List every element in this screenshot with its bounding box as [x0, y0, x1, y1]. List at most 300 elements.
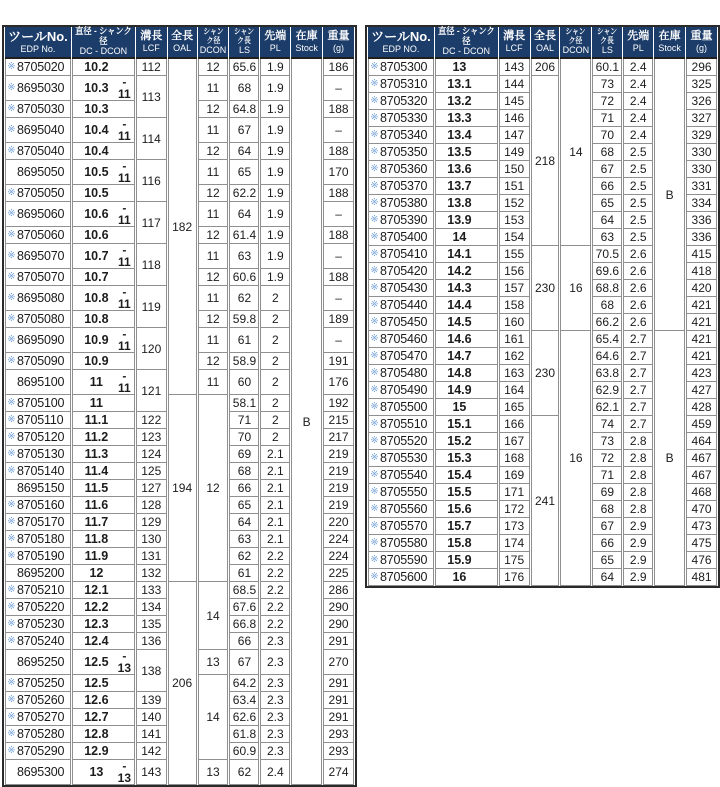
diameter-cell: [435, 416, 498, 433]
diameter-cell: [72, 514, 135, 531]
shank-length-cell: [592, 433, 622, 450]
diameter-cell: [435, 59, 498, 76]
flute-length-cell: [499, 59, 530, 76]
diameter-cell: [435, 93, 498, 110]
shank-length-value: 65: [237, 498, 252, 512]
shank-length-value: 67: [600, 162, 615, 176]
shank-diameter-cell: [198, 76, 229, 101]
reference-mark-icon: ※: [7, 448, 16, 459]
diameter-content: [73, 584, 134, 597]
shank-length-value: 67.6: [232, 600, 257, 614]
edp-content: [369, 367, 433, 380]
reference-mark-icon: ※: [7, 208, 16, 219]
shank-length-value: 72: [600, 451, 615, 465]
shank-length-value: 68.8: [595, 281, 620, 295]
edp-content: [6, 465, 70, 478]
weight-value: 473: [691, 519, 712, 533]
reference-mark-icon: ※: [7, 103, 16, 114]
shank-length-cell: [229, 59, 259, 76]
edp-number-cell: [368, 212, 434, 229]
edp-content: [369, 180, 433, 193]
point-length-value: 1.9: [266, 123, 284, 137]
diameter-content: [73, 694, 134, 707]
edp-number-cell: [5, 726, 71, 743]
shank-length-cell: [229, 227, 259, 244]
diameter-value: 15.9: [447, 552, 472, 567]
point-length-value: 2.1: [266, 498, 284, 512]
point-length-value: 2.6: [629, 315, 647, 329]
diameter-value: 11.6: [84, 497, 109, 512]
edp-number: 8705560: [380, 501, 428, 516]
edp-number-cell: [5, 353, 71, 370]
edp-content: [369, 435, 433, 448]
weight-cell: [323, 395, 354, 412]
weight-value: 224: [328, 532, 349, 546]
drill-spec-table-left-panel: [2, 25, 357, 787]
edp-content: [6, 584, 70, 597]
table-row: [368, 59, 717, 76]
shank-diameter-cell: [198, 244, 229, 269]
flute-length-cell: [499, 518, 530, 535]
diameter-value: 12.5: [84, 654, 109, 669]
weight-value: 219: [328, 464, 349, 478]
weight-value: 459: [691, 417, 712, 431]
point-length-cell: [623, 535, 653, 552]
shank-length-cell: [229, 202, 259, 227]
diameter-cell: [72, 675, 135, 692]
diameter-content: [73, 482, 134, 495]
diameter-value: 15.2: [447, 433, 472, 448]
edp-content: [369, 401, 433, 414]
reference-mark-icon: ※: [370, 146, 379, 157]
shank-length-cell: [592, 399, 622, 416]
flute-length-value: 153: [504, 213, 525, 227]
diameter-content: [73, 187, 134, 200]
point-length-cell: [623, 195, 653, 212]
shank-length-cell: [229, 353, 259, 370]
edp-number: 8705260: [17, 692, 65, 707]
edp-number-cell: [368, 314, 434, 331]
point-length-cell: [260, 463, 290, 480]
point-length-value: 2.3: [266, 710, 284, 724]
diameter-value: 12.3: [84, 616, 109, 631]
edp-number: 8705170: [17, 514, 65, 529]
header-label-en: DC - DCON: [79, 46, 128, 57]
edp-content: [6, 766, 70, 779]
overall-length-cell: [168, 59, 197, 395]
weight-cell: [686, 518, 717, 535]
edp-number-cell: [368, 416, 434, 433]
edp-content: [6, 618, 70, 631]
shank-length-value: 67: [237, 655, 252, 669]
shank-length-value: 60.1: [595, 60, 620, 74]
point-length-cell: [623, 484, 653, 501]
diameter-cell: [72, 760, 135, 785]
header-label-jp: シャンク径: [565, 27, 587, 45]
shank-diameter-cell: [198, 101, 229, 118]
header-label-jp: 在庫: [658, 30, 681, 42]
diameter-value: 14.7: [447, 348, 472, 363]
diameter-cell: [72, 633, 135, 650]
shank-length-value: 64.2: [232, 676, 257, 690]
shank-length-cell: [229, 548, 259, 565]
diameter-content: [436, 248, 497, 261]
flute-length-value: 116: [141, 173, 161, 188]
column-header-tool-no: [368, 27, 434, 59]
weight-cell: [686, 535, 717, 552]
diameter-cell: [72, 548, 135, 565]
shank-length-cell: [229, 101, 259, 118]
reference-mark-icon: ※: [370, 316, 379, 327]
edp-number-cell: [368, 365, 434, 382]
edp-number: 8705230: [17, 616, 65, 631]
shank-length-cell: [592, 76, 622, 93]
flute-length-value: 150: [504, 162, 525, 176]
edp-content: [369, 265, 433, 278]
diameter-cell: [435, 450, 498, 467]
shank-length-value: 66.8: [232, 617, 257, 631]
weight-value: 421: [691, 298, 712, 312]
edp-content: [6, 601, 70, 614]
column-header-dcon: [198, 27, 229, 59]
reference-mark-icon: ※: [7, 499, 16, 510]
edp-content: [6, 745, 70, 758]
reference-mark-icon: ※: [7, 313, 16, 324]
weight-value: 217: [328, 430, 349, 444]
diameter-value: 14.5: [447, 314, 472, 329]
shank-diameter-value: 13: [206, 765, 220, 779]
flute-length-value: 136: [141, 634, 162, 648]
shank-length-cell: [229, 633, 259, 650]
diameter-cell: [72, 118, 135, 143]
point-length-value: 2.8: [629, 451, 647, 465]
diameter-value: 13.1: [447, 76, 472, 91]
weight-value: 336: [691, 213, 712, 227]
flute-length-cell: [136, 286, 167, 328]
edp-number: 8705470: [380, 348, 428, 363]
point-length-value: 2: [271, 291, 279, 305]
flute-length-value: 166: [504, 417, 525, 431]
point-length-cell: [623, 348, 653, 365]
shank-length-value: 62.9: [595, 383, 620, 397]
point-length-value: 2.8: [629, 502, 647, 516]
point-length-cell: [623, 518, 653, 535]
weight-cell: [323, 412, 354, 429]
weight-value: 215: [328, 413, 349, 427]
diameter-content: [73, 103, 134, 116]
header-label-en: DCON: [562, 45, 590, 56]
edp-number: 8705300: [380, 59, 428, 74]
point-length-cell: [623, 467, 653, 484]
edp-content: [6, 187, 70, 200]
diameter-cell: [72, 370, 135, 395]
edp-number-cell: [5, 269, 71, 286]
shank-diameter-cell: [198, 760, 229, 785]
diameter-value: 15.8: [447, 535, 472, 550]
edp-content: [369, 554, 433, 567]
flute-length-value: 140: [141, 710, 162, 724]
shank-length-value: 62: [237, 765, 252, 779]
shank-length-cell: [592, 484, 622, 501]
edp-number-cell: [5, 633, 71, 650]
edp-number: 8695060: [17, 206, 65, 221]
point-length-value: 1.9: [266, 228, 284, 242]
column-header-stock: [291, 27, 322, 59]
point-length-value: 2.5: [629, 196, 647, 210]
flute-length-value: 157: [504, 281, 525, 295]
flute-length-cell: [136, 480, 167, 497]
weight-value: 331: [691, 179, 712, 193]
point-length-value: 2.2: [266, 617, 284, 631]
weight-value: 330: [691, 145, 712, 159]
weight-value: 270: [328, 655, 349, 669]
edp-number: 8705330: [380, 110, 428, 125]
shank-diameter-value: 13: [206, 655, 220, 669]
header-label-en: OAL: [535, 42, 554, 53]
edp-number-cell: [368, 93, 434, 110]
reference-mark-icon: ※: [7, 711, 16, 722]
reference-mark-icon: ※: [370, 435, 379, 446]
reference-mark-icon: ※: [370, 418, 379, 429]
weight-cell: [686, 416, 717, 433]
weight-cell: [323, 311, 354, 328]
diameter-value: 10.7: [84, 269, 109, 284]
flute-length-value: 123: [141, 430, 162, 444]
shank-length-cell: [229, 328, 259, 353]
diameter-content: [73, 61, 134, 74]
diameter-content: [73, 711, 134, 724]
diameter-value: 12.6: [84, 692, 109, 707]
diameter-content: [436, 197, 497, 210]
flute-length-value: 172: [504, 502, 525, 516]
edp-number: 8705080: [17, 311, 65, 326]
weight-value: 481: [691, 570, 712, 584]
edp-number: 8705480: [380, 365, 428, 380]
diameter-cell: [72, 160, 135, 185]
shank-length-value: 69: [237, 447, 252, 461]
edp-content: [6, 656, 70, 669]
point-length-value: 2.3: [266, 676, 284, 690]
edp-content: [369, 571, 433, 584]
shank-length-cell: [229, 565, 259, 582]
flute-length-cell: [499, 246, 530, 263]
diameter-content: [436, 265, 497, 278]
flute-length-cell: [499, 467, 530, 484]
diameter-content: [73, 397, 134, 410]
shank-length-value: 66: [237, 481, 252, 495]
shank-length-cell: [229, 480, 259, 497]
reference-mark-icon: ※: [370, 129, 379, 140]
flute-length-cell: [136, 412, 167, 429]
shank-length-cell: [229, 760, 259, 785]
header-label-en: LCF: [505, 42, 523, 53]
diameter-content: [73, 760, 134, 784]
diameter-value: 10.8: [84, 311, 109, 326]
reference-mark-icon: ※: [7, 124, 16, 135]
point-length-value: 2.6: [629, 298, 647, 312]
reference-mark-icon: ※: [7, 618, 16, 629]
shank-diameter-value: 12: [206, 270, 220, 284]
point-length-value: 2.7: [629, 400, 647, 414]
weight-cell: [323, 709, 354, 726]
header-row: [368, 27, 717, 59]
diameter-cell: [72, 244, 135, 269]
flute-length-cell: [499, 433, 530, 450]
edp-number: 8705280: [17, 726, 65, 741]
point-length-value: 2.8: [629, 468, 647, 482]
column-header-weight: [686, 27, 717, 59]
reference-mark-icon: ※: [370, 197, 379, 208]
overall-length-cell: [531, 416, 560, 586]
diameter-content: [436, 435, 497, 448]
shank-length-value: 73: [600, 434, 615, 448]
point-length-value: 2.8: [629, 485, 647, 499]
shank-length-cell: [592, 518, 622, 535]
shank-length-value: 68: [237, 464, 252, 478]
diameter-content: [73, 516, 134, 529]
shank-length-value: 59.8: [232, 312, 257, 326]
point-length-cell: [623, 297, 653, 314]
shank-length-cell: [592, 501, 622, 518]
flute-length-cell: [136, 650, 167, 692]
edp-content: [369, 452, 433, 465]
point-length-cell: [623, 127, 653, 144]
reference-mark-icon: ※: [370, 112, 379, 123]
diameter-value: 13: [89, 764, 104, 779]
edp-content: [6, 694, 70, 707]
edp-number-cell: [5, 514, 71, 531]
edp-number-cell: [368, 501, 434, 518]
shank-diameter-value: 14: [206, 710, 220, 724]
shank-length-value: 68: [237, 81, 252, 95]
edp-number: 8705050: [17, 185, 65, 200]
overall-length-value: 194: [172, 481, 193, 495]
shank-length-cell: [592, 314, 622, 331]
flute-length-value: 156: [504, 264, 525, 278]
edp-number-cell: [368, 399, 434, 416]
diameter-content: [73, 355, 134, 368]
edp-number: 8705320: [380, 93, 428, 108]
edp-number: 8695080: [17, 290, 65, 305]
edp-number: 8705110: [17, 412, 64, 427]
weight-cell: [323, 101, 354, 118]
diameter-content: [436, 95, 497, 108]
shank-length-cell: [229, 463, 259, 480]
flute-length-cell: [499, 450, 530, 467]
shank-length-cell: [229, 514, 259, 531]
weight-value: 421: [691, 315, 712, 329]
edp-number: 8705520: [380, 433, 428, 448]
flute-length-cell: [136, 743, 167, 760]
weight-value: 225: [328, 566, 349, 580]
reference-mark-icon: ※: [370, 469, 379, 480]
point-length-cell: [260, 709, 290, 726]
shank-length-cell: [592, 280, 622, 297]
weight-cell: [323, 675, 354, 692]
point-length-cell: [260, 370, 290, 395]
edp-number: 8695050: [17, 164, 65, 179]
shank-length-value: 63.4: [232, 693, 257, 707]
edp-number-cell: [5, 480, 71, 497]
shank-diameter-value: 14: [206, 608, 220, 623]
edp-content: [6, 550, 70, 563]
flute-length-cell: [499, 569, 530, 586]
flute-length-cell: [499, 280, 530, 297]
drill-spec-table-left: [4, 27, 355, 785]
weight-value: 188: [328, 228, 349, 242]
flute-length-cell: [136, 599, 167, 616]
diameter-value: 14.1: [447, 246, 472, 261]
edp-number-cell: [368, 59, 434, 76]
shank-length-cell: [592, 467, 622, 484]
point-length-value: 1.9: [266, 81, 284, 95]
point-length-value: 2: [271, 396, 279, 410]
weight-cell: [686, 59, 717, 76]
weight-value: 192: [328, 396, 349, 410]
diameter-cell: [72, 497, 135, 514]
edp-number-cell: [5, 429, 71, 446]
stock-code: B: [665, 451, 674, 465]
point-length-value: 2: [271, 312, 279, 326]
point-length-cell: [260, 675, 290, 692]
edp-number-cell: [368, 280, 434, 297]
point-length-value: 1.9: [266, 207, 284, 221]
flute-length-cell: [136, 582, 167, 599]
weight-cell: [686, 93, 717, 110]
weight-cell: [686, 314, 717, 331]
edp-number-cell: [5, 565, 71, 582]
weight-cell: [323, 353, 354, 370]
point-length-cell: [260, 565, 290, 582]
weight-cell: [686, 450, 717, 467]
shank-diameter-cell: [198, 185, 229, 202]
edp-content: [6, 533, 70, 546]
point-length-value: 2.5: [629, 162, 647, 176]
shank-diameter-value: 11: [206, 291, 220, 305]
weight-value: 468: [691, 485, 712, 499]
point-length-value: 2.7: [629, 366, 647, 380]
reference-mark-icon: ※: [370, 503, 379, 514]
diameter-content: [436, 401, 497, 414]
edp-number: 8705450: [380, 314, 428, 329]
reference-mark-icon: ※: [370, 299, 379, 310]
weight-value: 291: [328, 693, 349, 707]
weight-value: 475: [691, 536, 712, 550]
shank-length-cell: [229, 743, 259, 760]
flute-length-value: 132: [141, 566, 162, 580]
header-label-en: OAL: [173, 42, 192, 53]
flute-length-cell: [136, 76, 167, 118]
edp-content: [6, 145, 70, 158]
edp-number: 8705590: [380, 552, 428, 567]
shank-length-value: 63.8: [595, 366, 620, 380]
reference-mark-icon: ※: [7, 145, 16, 156]
header-label-en: LS: [601, 45, 613, 56]
diameter-cell: [435, 484, 498, 501]
point-length-cell: [260, 650, 290, 675]
header-label-en: DCON: [199, 45, 227, 56]
header-label-en: Stock: [295, 42, 318, 53]
shank-suffix: - 11: [118, 285, 131, 311]
shank-diameter-cell: [198, 160, 229, 185]
shank-length-cell: [229, 286, 259, 311]
diameter-cell: [435, 501, 498, 518]
reference-mark-icon: ※: [7, 334, 16, 345]
weight-value: 415: [691, 247, 712, 261]
edp-content: [6, 229, 70, 242]
edp-number: 8705120: [17, 429, 65, 444]
flute-length-value: 167: [504, 434, 525, 448]
